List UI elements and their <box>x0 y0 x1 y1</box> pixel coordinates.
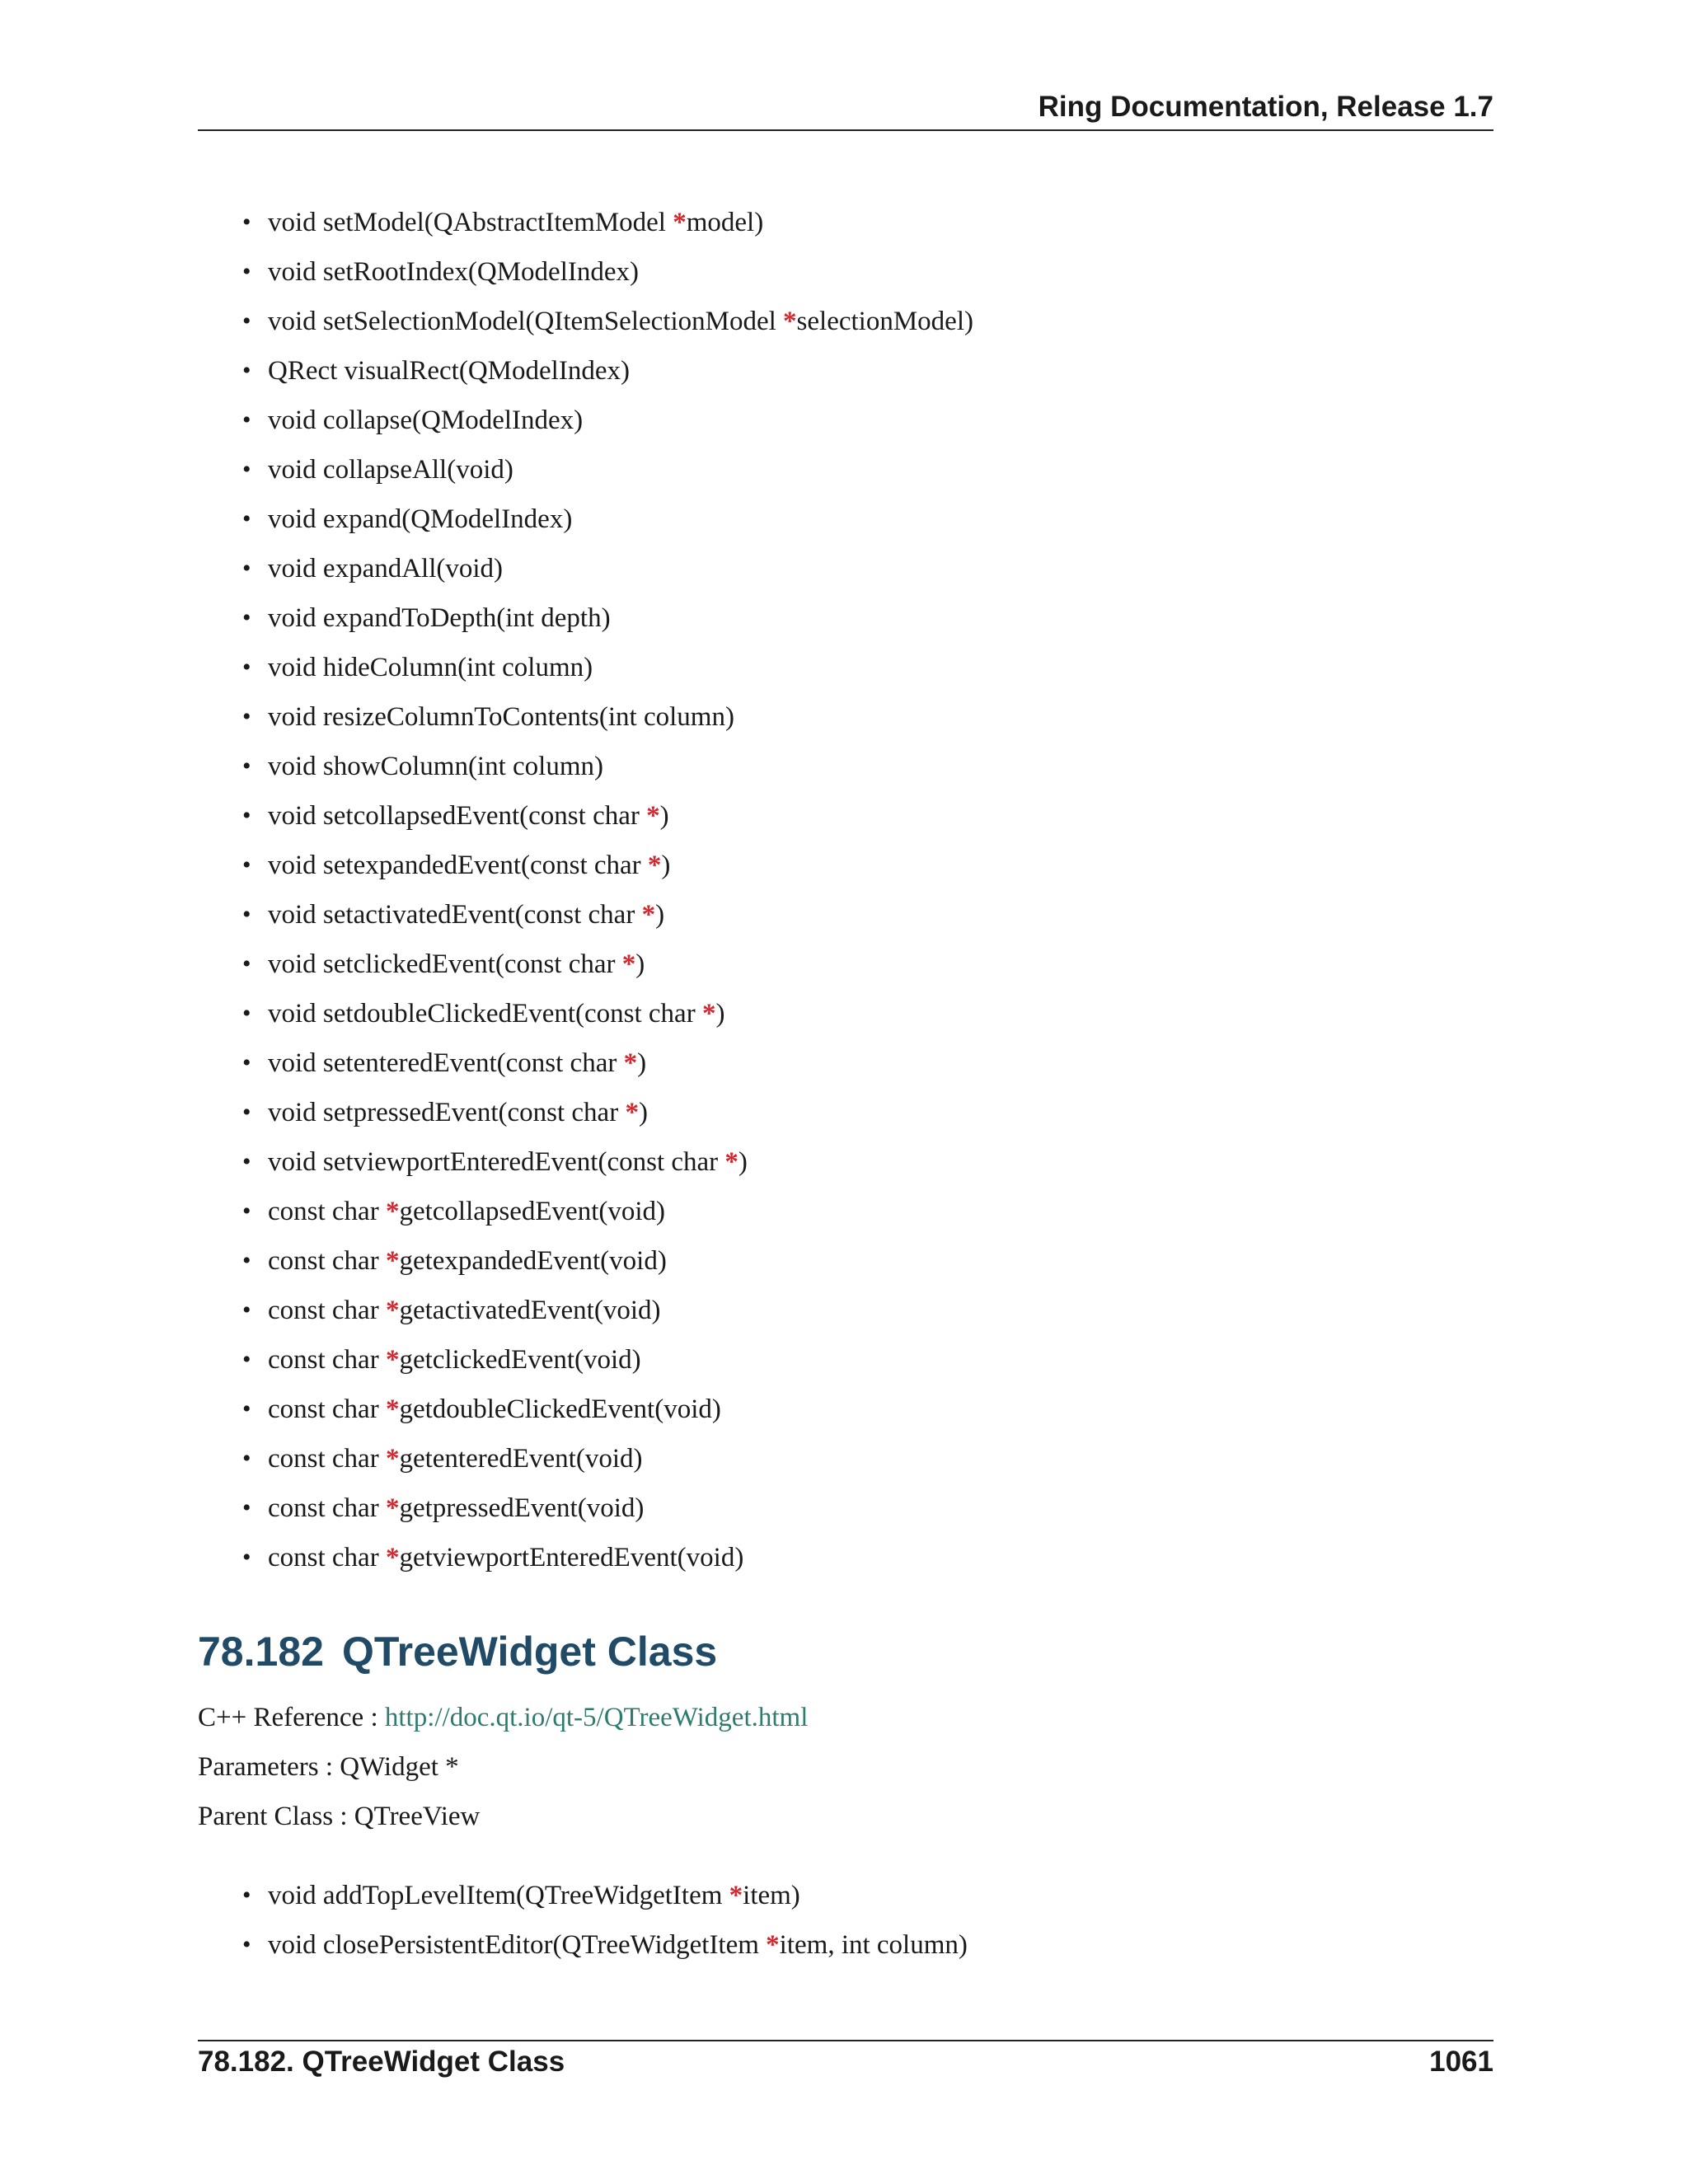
method-item <box>239 396 1475 445</box>
method-item <box>239 1088 1475 1137</box>
method-signature: void collapseAll(void) <box>268 455 513 485</box>
method-signature: const char <box>268 1394 386 1424</box>
method-signature: void hideColumn(int column) <box>268 653 593 682</box>
pointer-asterisk: * <box>385 1394 400 1424</box>
pointer-asterisk: * <box>783 307 797 336</box>
bullet-icon: • <box>242 1882 251 1909</box>
bullet-icon: • <box>242 1445 251 1472</box>
method-item <box>239 643 1475 692</box>
method-signature-rest: getclickedEvent(void) <box>399 1345 641 1375</box>
bullet-icon: • <box>242 851 251 879</box>
pointer-asterisk: * <box>621 949 636 979</box>
bullet-icon: • <box>242 752 251 780</box>
method-item <box>239 593 1475 643</box>
pointer-asterisk: * <box>646 801 660 831</box>
method-signature-rest: ) <box>638 1098 648 1127</box>
pointer-asterisk: * <box>385 1246 400 1276</box>
method-signature-rest: getcollapsedEvent(void) <box>399 1197 666 1226</box>
method-signature: void closePersistentEditor(QTreeWidgetItem <box>268 1930 767 1960</box>
method-signature: void collapse(QModelIndex) <box>268 405 584 435</box>
method-signature: void setRootIndex(QModelIndex) <box>268 257 639 287</box>
pointer-asterisk: * <box>385 1493 400 1523</box>
method-signature: void expandToDepth(int depth) <box>268 603 611 633</box>
method-signature: const char <box>268 1345 386 1375</box>
section-heading <box>198 1628 717 1675</box>
cpp-reference-link[interactable]: http://doc.qt.io/qt-5/QTreeWidget.html <box>384 1703 809 1732</box>
bullet-icon: • <box>242 1247 251 1274</box>
method-item <box>239 1920 1475 1970</box>
bullet-icon: • <box>242 1931 251 1958</box>
method-signature: QRect visualRect(QModelIndex) <box>268 356 630 386</box>
pointer-asterisk: * <box>673 208 687 237</box>
method-signature-rest: getviewportEnteredEvent(void) <box>399 1543 744 1572</box>
method-item <box>239 247 1475 297</box>
bullet-icon: • <box>242 307 251 335</box>
method-signature: void setclickedEvent(const char <box>268 949 622 979</box>
bullet-icon: • <box>242 1544 251 1571</box>
method-item <box>239 742 1475 791</box>
bullet-icon: • <box>242 604 251 631</box>
pointer-asterisk: * <box>641 900 656 930</box>
method-signature: void setactivatedEvent(const char <box>268 900 642 930</box>
bullet-icon: • <box>242 950 251 977</box>
bullet-icon: • <box>242 1395 251 1422</box>
bullet-icon: • <box>242 258 251 285</box>
bullet-icon: • <box>242 802 251 829</box>
bullet-icon: • <box>242 1494 251 1521</box>
parameters-line: Parameters : QWidget * <box>198 1752 459 1782</box>
footer-rule <box>198 2040 1493 2041</box>
bullet-icon: • <box>242 1000 251 1027</box>
method-item <box>239 940 1475 989</box>
method-item <box>239 841 1475 890</box>
method-item <box>239 445 1475 494</box>
method-item <box>239 1286 1475 1335</box>
cpp-reference <box>198 1703 808 1733</box>
pointer-asterisk: * <box>623 1048 638 1078</box>
method-signature: void addTopLevelItem(QTreeWidgetItem <box>268 1881 729 1910</box>
method-item <box>239 989 1475 1038</box>
method-item <box>239 1434 1475 1483</box>
pointer-asterisk: * <box>385 1345 400 1375</box>
method-signature: void setenteredEvent(const char <box>268 1048 624 1078</box>
method-item <box>239 890 1475 940</box>
method-item <box>239 346 1475 396</box>
method-item <box>239 198 1475 247</box>
method-signature-rest: ) <box>655 900 665 930</box>
method-signature: const char <box>268 1197 386 1226</box>
method-signature: void setexpandedEvent(const char <box>268 851 648 880</box>
method-signature: void setModel(QAbstractItemModel <box>268 208 673 237</box>
bullet-icon: • <box>242 406 251 434</box>
bullet-icon: • <box>242 654 251 681</box>
section-title: QTreeWidget Class <box>341 1629 718 1675</box>
method-signature: void expand(QModelIndex) <box>268 504 573 534</box>
method-signature: void setpressedEvent(const char <box>268 1098 626 1127</box>
method-item <box>239 791 1475 841</box>
method-item <box>239 1038 1475 1088</box>
method-item <box>239 1236 1475 1286</box>
bullet-icon: • <box>242 901 251 928</box>
bullet-icon: • <box>242 703 251 730</box>
method-signature: void setviewportEnteredEvent(const char <box>268 1147 725 1177</box>
bullet-icon: • <box>242 1197 251 1225</box>
method-signature-rest: ) <box>661 851 671 880</box>
method-item <box>239 544 1475 593</box>
method-signature-rest: ) <box>738 1147 748 1177</box>
method-list <box>239 1871 1475 1970</box>
bullet-icon: • <box>242 357 251 384</box>
method-signature-rest: ) <box>659 801 669 831</box>
method-signature-rest: ) <box>635 949 645 979</box>
bullet-icon: • <box>242 505 251 532</box>
running-header: Ring Documentation, Release 1.7 <box>1038 91 1493 123</box>
pointer-asterisk: * <box>724 1147 738 1177</box>
method-signature: void expandAll(void) <box>268 554 504 583</box>
method-item <box>239 1137 1475 1187</box>
method-signature-rest: getenteredEvent(void) <box>399 1444 643 1474</box>
method-signature: const char <box>268 1543 386 1572</box>
header-rule <box>198 129 1493 131</box>
pointer-asterisk: * <box>385 1296 400 1325</box>
method-item <box>239 297 1475 346</box>
method-item <box>239 1533 1475 1582</box>
method-signature: void setcollapsedEvent(const char <box>268 801 647 831</box>
pointer-asterisk: * <box>701 999 716 1029</box>
method-signature-rest: item) <box>743 1881 800 1910</box>
method-item <box>239 1871 1475 1920</box>
method-signature-rest: getactivatedEvent(void) <box>399 1296 661 1325</box>
bullet-icon: • <box>242 1148 251 1175</box>
method-signature: void resizeColumnToContents(int column) <box>268 702 734 732</box>
method-signature: const char <box>268 1246 386 1276</box>
method-signature: void setdoubleClickedEvent(const char <box>268 999 702 1029</box>
method-signature-rest: ) <box>715 999 725 1029</box>
pointer-asterisk: * <box>625 1098 639 1127</box>
method-signature-rest: selectionModel) <box>796 307 973 336</box>
method-signature: void setSelectionModel(QItemSelectionModel <box>268 307 784 336</box>
cpp-reference-label: C++ Reference : <box>198 1703 385 1732</box>
method-signature-rest: getdoubleClickedEvent(void) <box>399 1394 721 1424</box>
bullet-icon: • <box>242 1099 251 1126</box>
pointer-asterisk: * <box>729 1881 743 1910</box>
method-item <box>239 494 1475 544</box>
section-number: 78.182 <box>198 1629 324 1675</box>
footer-section: 78.182. QTreeWidget Class <box>198 2046 565 2078</box>
pointer-asterisk: * <box>385 1197 400 1226</box>
method-item <box>239 1187 1475 1236</box>
page-number: 1061 <box>1429 2046 1493 2078</box>
method-signature-rest: getpressedEvent(void) <box>399 1493 645 1523</box>
method-item <box>239 1335 1475 1385</box>
bullet-icon: • <box>242 1296 251 1324</box>
method-signature: void showColumn(int column) <box>268 752 603 781</box>
method-signature-rest: ) <box>637 1048 647 1078</box>
bullet-icon: • <box>242 456 251 483</box>
bullet-icon: • <box>242 1346 251 1373</box>
method-item <box>239 692 1475 742</box>
pointer-asterisk: * <box>647 851 662 880</box>
method-signature: const char <box>268 1296 386 1325</box>
pointer-asterisk: * <box>385 1444 400 1474</box>
method-list <box>239 198 1475 1582</box>
method-item <box>239 1385 1475 1434</box>
pointer-asterisk: * <box>766 1930 780 1960</box>
method-signature: const char <box>268 1493 386 1523</box>
parent-class-line: Parent Class : QTreeView <box>198 1802 481 1831</box>
pointer-asterisk: * <box>385 1543 400 1572</box>
method-signature: const char <box>268 1444 386 1474</box>
method-signature-rest: getexpandedEvent(void) <box>399 1246 667 1276</box>
bullet-icon: • <box>242 209 251 236</box>
method-signature-rest: item, int column) <box>779 1930 968 1960</box>
method-item <box>239 1483 1475 1533</box>
bullet-icon: • <box>242 1049 251 1076</box>
bullet-icon: • <box>242 555 251 582</box>
method-signature-rest: model) <box>686 208 764 237</box>
